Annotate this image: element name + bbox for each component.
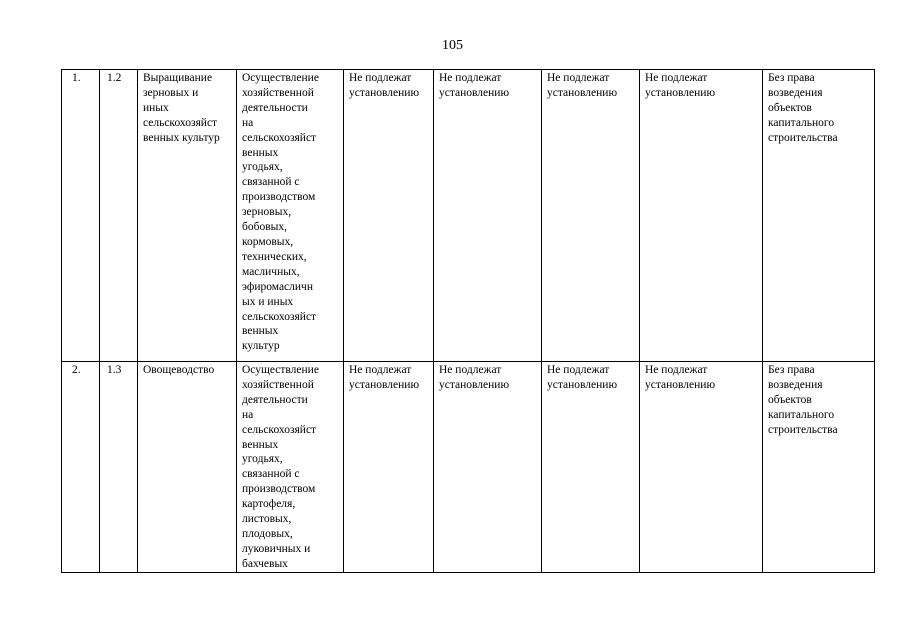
restriction-value: Без права возведения объектов капитального строительства xyxy=(768,72,838,144)
param1-cell xyxy=(344,70,434,362)
param4-cell xyxy=(640,70,763,362)
param3-cell xyxy=(542,362,640,573)
name-cell xyxy=(138,362,237,573)
use-description: Осуществление хозяйственной деятельности на сельскохозяйст венных угодьях, связанной с производством зерновых, бобовых, кормовых, технических, масличных, эфиромасличн ых и иных сельскохозяйст венных культур xyxy=(242,72,319,353)
use-description: Осуществление хозяйственной деятельности на сельскохозяйст венных угодьях, связанной с производством картофеля, листовых, плодовых, луковичных и бахчевых xyxy=(242,364,319,570)
param4-cell xyxy=(640,362,763,573)
param3-cell xyxy=(542,70,640,362)
param4-value: Не подлежат установлению xyxy=(645,72,716,99)
row-number-cell xyxy=(62,70,100,362)
param1-value: Не подлежат установлению xyxy=(349,364,420,391)
use-code: 1.3 xyxy=(107,364,122,376)
restriction-cell xyxy=(763,362,875,573)
table-row xyxy=(62,362,875,573)
code-cell xyxy=(100,70,138,362)
param2-cell xyxy=(434,70,542,362)
restriction-cell xyxy=(763,70,875,362)
param3-value: Не подлежат установлению xyxy=(547,364,618,391)
param3-value: Не подлежат установлению xyxy=(547,72,618,99)
row-number: 2. xyxy=(72,364,81,376)
name-cell xyxy=(138,70,237,362)
param2-value: Не подлежат установлению xyxy=(439,364,510,391)
land-use-table xyxy=(61,69,875,573)
use-name: Выращивание зерновых и иных сельскохозяйст венных культур xyxy=(143,72,220,144)
use-name: Овощеводство xyxy=(143,364,215,376)
param1-cell xyxy=(344,362,434,573)
page-number: 105 xyxy=(442,38,463,53)
description-cell xyxy=(237,362,344,573)
restriction-value: Без права возведения объектов капитального строительства xyxy=(768,364,838,436)
table-row xyxy=(62,70,875,362)
param1-value: Не подлежат установлению xyxy=(349,72,420,99)
param2-value: Не подлежат установлению xyxy=(439,72,510,99)
param4-value: Не подлежат установлению xyxy=(645,364,716,391)
param2-cell xyxy=(434,362,542,573)
code-cell xyxy=(100,362,138,573)
row-number-cell xyxy=(62,362,100,573)
row-number: 1. xyxy=(72,72,81,84)
description-cell xyxy=(237,70,344,362)
use-code: 1.2 xyxy=(107,72,122,84)
